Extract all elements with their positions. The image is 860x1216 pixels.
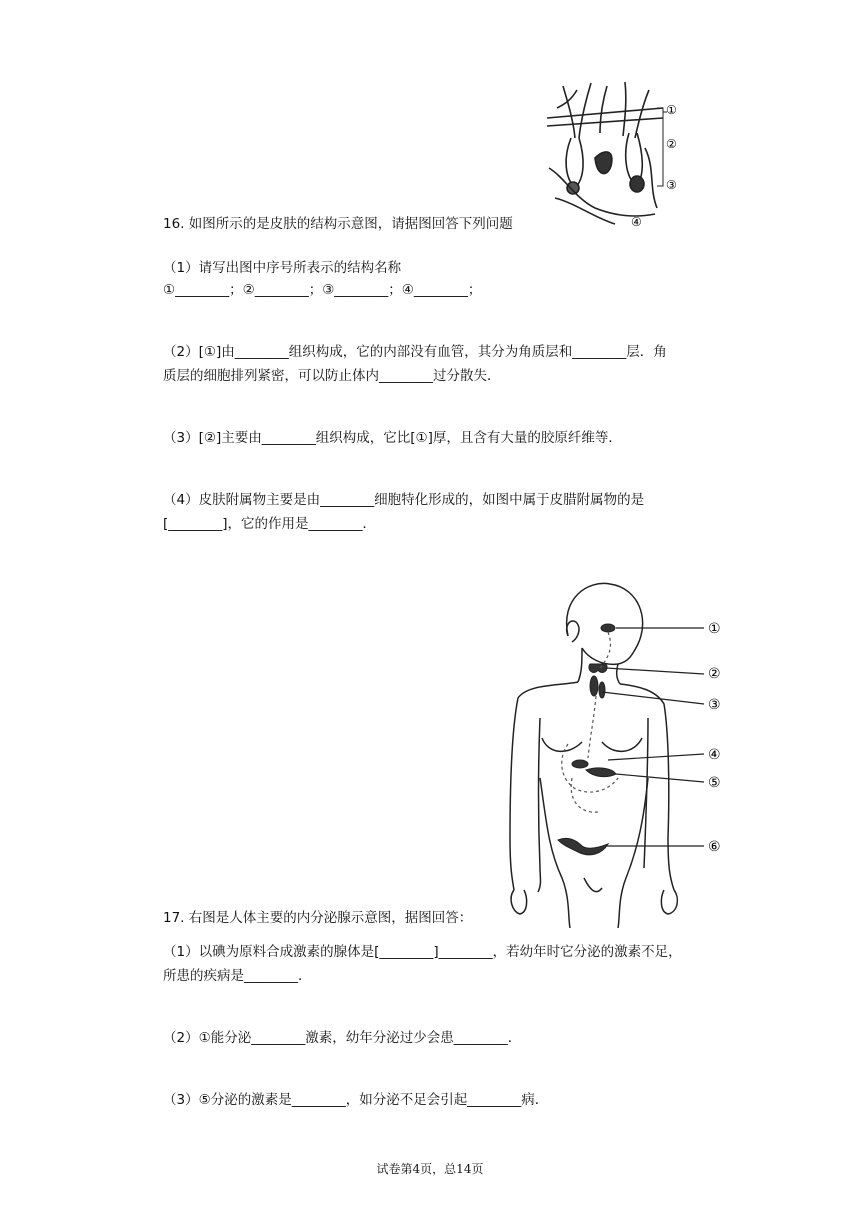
skin-label-4: ④ bbox=[631, 215, 642, 228]
page-footer: 试卷第4页，总14页 bbox=[376, 1162, 484, 1176]
endocrine-glands-figure bbox=[498, 578, 738, 928]
skin-structure-figure bbox=[545, 78, 685, 228]
q16-part4-line2: [________]，它的作用是________． bbox=[163, 516, 377, 532]
q16-part1-blanks: ①________；②________；③________；④________； bbox=[163, 282, 482, 298]
q16-part2-line1: （2）[①]由________组织构成，它的内部没有血管，其分为角质层和________层．角 bbox=[163, 344, 667, 360]
gland-label-4: ④ bbox=[708, 747, 721, 763]
gland-label-3: ③ bbox=[708, 697, 721, 713]
gland-label-6: ⑥ bbox=[708, 839, 721, 855]
skin-label-1: ① bbox=[666, 103, 677, 117]
skin-label-2: ② bbox=[666, 137, 677, 151]
q16-part3: （3）[②]主要由________组织构成，它比[①]厚，且含有大量的胶原纤维等． bbox=[163, 430, 622, 446]
gland-label-5: ⑤ bbox=[708, 775, 721, 791]
gland-label-1: ① bbox=[708, 621, 721, 637]
skin-label-3: ③ bbox=[666, 178, 677, 192]
q17-part3: （3）⑤分泌的激素是________，如分泌不足会引起________病． bbox=[163, 1092, 549, 1108]
q17-part1-line1: （1）以碘为原料合成激素的腺体是[________]________，若幼年时它分泌的激素不足， bbox=[163, 944, 682, 960]
q16-part4-line1: （4）皮肤附属物主要是由________细胞特化形成的，如图中属于皮腊附属物的是 bbox=[163, 492, 645, 508]
q17-title: 17. 右图是人体主要的内分泌腺示意图，据图回答： bbox=[163, 910, 473, 926]
gland-label-2: ② bbox=[708, 666, 721, 682]
q17-part2: （2）①能分泌________激素，幼年分泌过少会患________． bbox=[163, 1030, 522, 1046]
q16-title: 16. 如图所示的是皮肤的结构示意图，请据图回答下列问题 bbox=[163, 216, 513, 232]
q16-part1-prompt: （1）请写出图中序号所表示的结构名称 bbox=[163, 260, 402, 276]
q16-part2-line2: 质层的细胞排列紧密，可以防止体内________过分散失． bbox=[163, 368, 501, 384]
q17-part1-line2: 所患的疾病是________． bbox=[163, 968, 312, 984]
